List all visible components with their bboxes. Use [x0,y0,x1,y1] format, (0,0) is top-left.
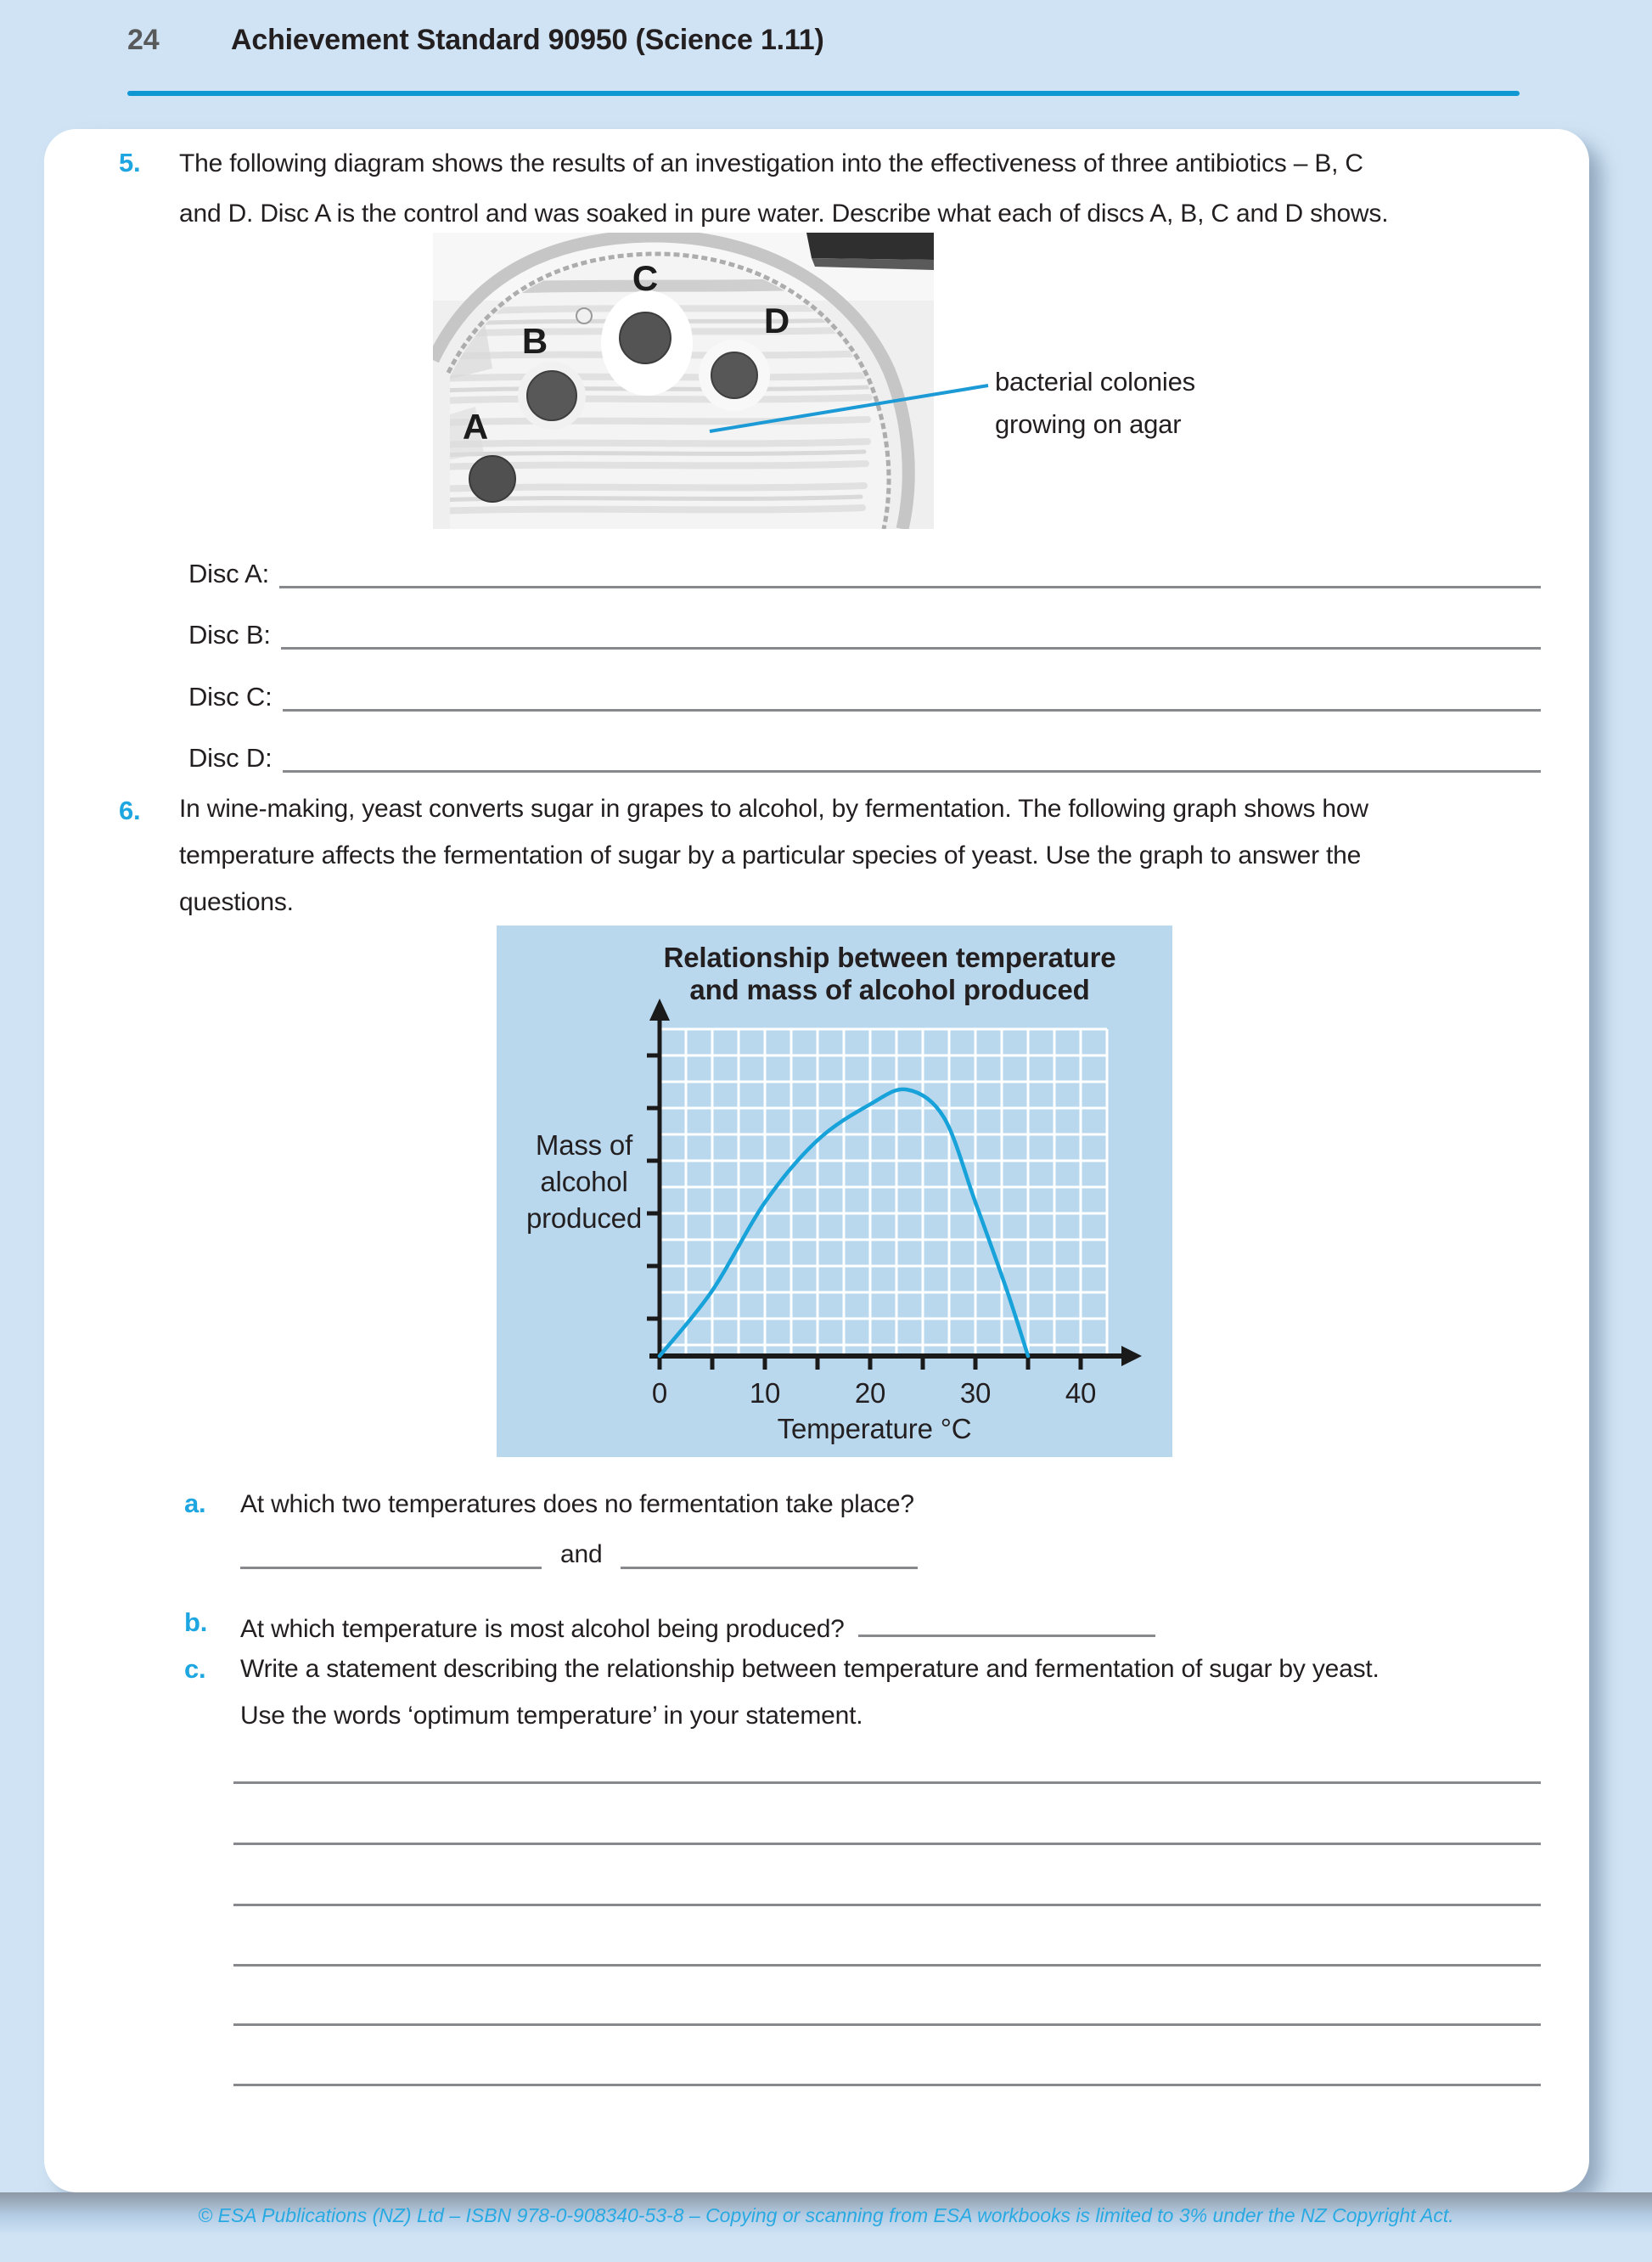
page-number: 24 [127,24,160,56]
q5-number: 5. [119,148,141,177]
disc-answer-row [188,558,1541,588]
answer-line[interactable] [233,1964,1541,1967]
header-rule [127,91,1520,96]
footer-band [0,2192,1652,2262]
q5-text [179,138,1388,239]
dish-label-b: B [521,321,548,361]
disc-answer-label: Disc B: [188,620,271,650]
part-b-row [240,1609,1155,1644]
disc-c [620,312,671,363]
graph-x-axis-label: Temperature °C [777,1413,972,1444]
photo-dark-bar [806,233,934,260]
text-line: and mass of alcohol produced [689,974,1090,1005]
graph-x-tick-label: 40 [1065,1377,1097,1409]
part-b-blank[interactable] [858,1609,1155,1637]
disc-a [469,456,515,502]
answer-line[interactable] [233,1781,1541,1784]
text-line: bacterial colonies [995,367,1195,397]
part-a-blank-1[interactable] [240,1541,542,1569]
part-a-blank-2[interactable] [621,1541,918,1569]
disc-answer-label: Disc D: [188,743,273,773]
graph-x-tick-label: 10 [749,1377,781,1409]
conjunction-and: and [560,1540,603,1568]
answer-line[interactable] [233,2023,1541,2026]
answer-line[interactable] [233,1904,1541,1906]
answer-line[interactable] [233,1843,1541,1845]
page-title: Achievement Standard 90950 (Science 1.11) [231,24,824,56]
annotation-line [703,377,995,440]
annotation-text [995,361,1195,446]
part-c-label: c. [184,1654,206,1684]
text-line: questions. [179,888,294,916]
droplet [576,308,592,324]
part-a-answer-row [240,1539,918,1569]
disc-answer-line[interactable] [281,622,1541,650]
q6-number: 6. [119,796,141,825]
graph-x-tick-label: 20 [854,1377,886,1409]
disc-answer-label: Disc C: [188,682,273,712]
part-c-text [240,1646,1379,1739]
disc-answer-row [188,742,1541,773]
disc-answer-label: Disc A: [188,559,270,588]
part-b-label: b. [184,1607,208,1637]
disc-answer-row [188,681,1541,712]
text-line: In wine-making, yeast converts sugar in grapes to alcohol, by fermentation. The following graph shows how [179,795,1368,823]
graph-panel [497,926,1172,1457]
dish-label-c: C [632,258,659,298]
text-line: and D. Disc A is the control and was soaked in pure water. Describe what each of discs A, B, C and D shows. [179,200,1389,228]
disc-answer-line[interactable] [283,745,1542,773]
text-line: temperature affects the fermentation of sugar by a particular species of yeast. Use the graph to answer the [179,841,1362,869]
disc-answer-line[interactable] [283,684,1542,712]
text-line: The following diagram shows the results of an investigation into the effectiveness of three antibiotics – B, C [179,149,1363,177]
part-a-text: At which two temperatures does no fermentation take place? [240,1490,914,1518]
graph-x-tick-label: 0 [651,1377,668,1409]
answer-line[interactable] [233,2084,1541,2086]
text-line: alcohol [540,1166,628,1197]
text-line: Use the words ‘optimum temperature’ in your statement. [240,1702,863,1730]
dish-label-a: A [462,407,489,447]
footer-text: © ESA Publications (NZ) Ltd – ISBN 978-0-908340-53-8 – Copying or scanning from ESA workbooks is limited to 3% under the NZ Copyright Act. [198,2204,1454,2226]
dish-label-d: D [763,301,790,340]
graph-x-tick-label: 30 [959,1377,992,1409]
part-a-label: a. [184,1488,206,1518]
text-line: growing on agar [995,409,1182,439]
text-line: Mass of [535,1129,633,1161]
text-line: produced [525,1202,642,1234]
q6-text [179,785,1368,926]
disc-answer-row [188,619,1541,650]
text-line: Write a statement describing the relationship between temperature and fermentation of sugar by yeast. [240,1655,1379,1683]
disc-answer-line[interactable] [279,560,1541,588]
disc-b [527,371,576,420]
part-b-text: At which temperature is most alcohol being produced? [240,1615,845,1643]
text-line: Relationship between temperature [663,942,1116,973]
